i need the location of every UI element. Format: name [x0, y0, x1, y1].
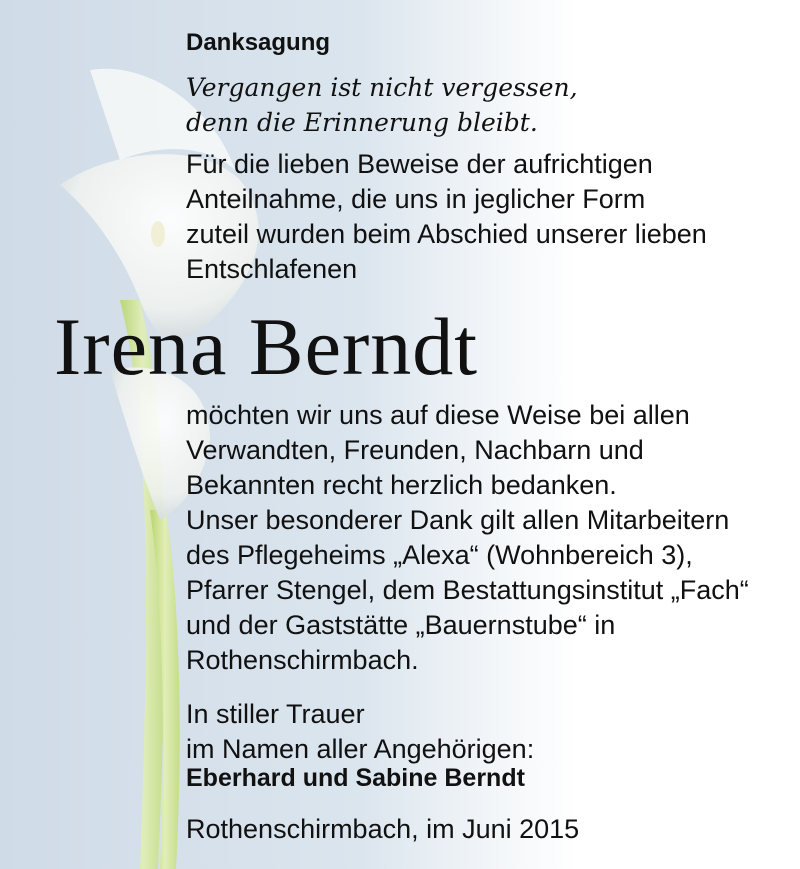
- place-date: Rothenschirmbach, im Juni 2015: [186, 814, 580, 844]
- body-line: und der Gaststätte „Bauernstube“ in: [186, 610, 616, 640]
- closing-line: In stiller Trauer: [186, 699, 365, 729]
- intro-paragraph: [186, 147, 707, 287]
- body-line: des Pflegeheims „Alexa“ (Wohnbereich 3),: [186, 540, 693, 570]
- closing-block: [186, 697, 534, 767]
- notice-heading: Danksagung: [186, 29, 331, 56]
- intro-line: zuteil wurden beim Abschied unserer lieben: [186, 219, 707, 249]
- body-line: Bekannten recht herzlich bedanken.: [186, 470, 617, 500]
- body-line: Pfarrer Stengel, dem Bestattungsinstitut „Fach“: [186, 575, 749, 605]
- intro-line: Für die lieben Beweise der aufrichtigen: [186, 149, 653, 179]
- motto-line: denn die Erinnerung bleibt.: [186, 108, 538, 137]
- motto: [186, 70, 578, 140]
- motto-line: Vergangen ist nicht vergessen,: [186, 73, 578, 102]
- body-line: Verwandten, Freunden, Nachbarn und: [186, 435, 644, 465]
- body-line: Rothenschirmbach.: [186, 645, 419, 675]
- intro-line: Anteilnahme, die uns in jeglicher Form: [186, 184, 646, 214]
- intro-line: Entschlafenen: [186, 254, 358, 284]
- deceased-name: Irena Berndt: [54, 301, 479, 392]
- thanks-paragraph: [186, 398, 749, 678]
- body-line: Unser besonderer Dank gilt allen Mitarbeitern: [186, 505, 730, 535]
- body-line: möchten wir uns auf diese Weise bei allen: [186, 400, 690, 430]
- signers: Eberhard und Sabine Berndt: [186, 764, 525, 792]
- closing-line: im Namen aller Angehörigen:: [186, 734, 535, 764]
